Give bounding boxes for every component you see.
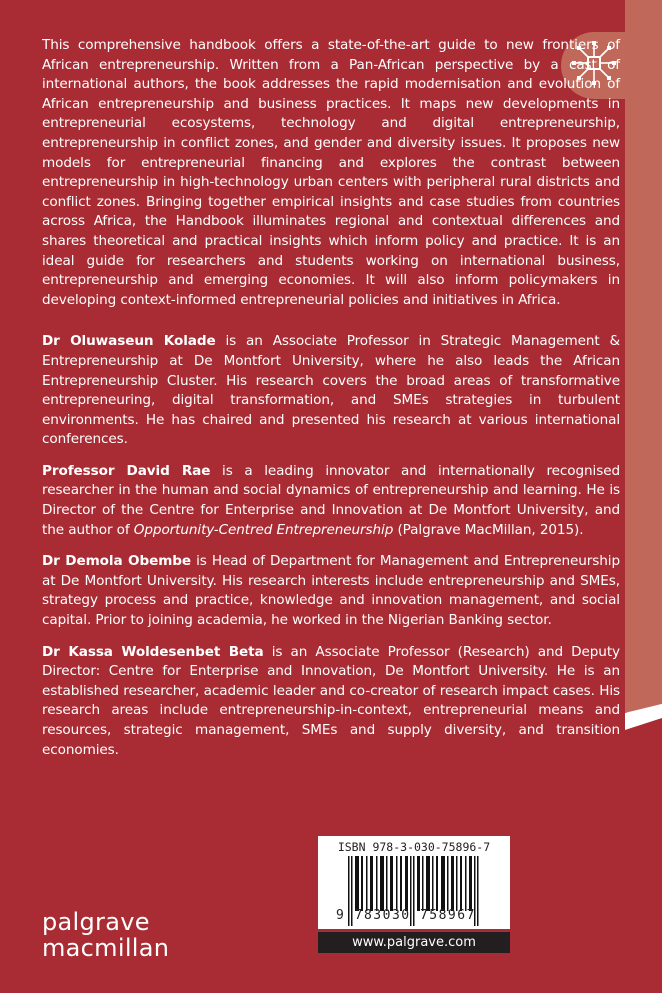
author-bio [42, 643, 620, 761]
author-name: Dr Demola Obembe [42, 553, 192, 570]
author-bio [42, 552, 620, 630]
publisher-logo [42, 909, 169, 961]
bio-text: is an Associate Professor (Research) and Deputy Director: Centre for Enterprise and Innovation, De Montfort University. He is an established researcher, academic leader and co-creator of research impact cases. His research areas include entrepreneurship-in-context, entrepreneurial means and resources, strategic management, SMEs and supply diversity, and transition economies. [42, 643, 620, 758]
author-name: Dr Oluwaseun Kolade [42, 333, 216, 350]
author-name: Professor David Rae [42, 462, 211, 479]
publisher-url: www.palgrave.com [318, 932, 510, 953]
bio-text: is Head of Department for Management and Entrepreneurship at De Montfort University. His research interests include entrepreneurship and SMEs, strategy process and practice, knowledge and innovation management, and social capital. Prior to joining academia, he worked in the Nigerian Banking sector. [42, 553, 620, 629]
author-name: Dr Kassa Woldesenbet Beta [42, 643, 264, 660]
isbn-barcode [318, 836, 510, 929]
logo-line-1: palgrave [42, 908, 150, 936]
book-title: Opportunity-Centred Entrepreneurship [133, 521, 394, 538]
book-description: This comprehensive handbook offers a state-of-the-art guide to new frontiers of African entrepreneurship. Written from a Pan-African perspective by a cast of international authors, the book addresses the rapid modernisation and evolution of African entrepreneurship and business practices. It maps new developments in entrepreneurial ecosystems, technology and digital entrepreneurship, entrepreneurship in conflict zones, and gender and diversity issues. It proposes new models for entrepreneurial financing and explores the contrast between entrepreneurship in high-technology urban centers with peripheral rural districts and conflict zones. Bringing together empirical insights and case studies from countries across Africa, the Handbook illuminates regional and contextual differences and shares theoretical and practical insights which inform policy and practice. It is an ideal guide for researchers and students working on international business, entrepreneurship and emerging economies. It will also inform policymakers in developing context-informed entrepreneurial policies and initiatives in Africa. [42, 37, 620, 308]
back-cover-text [42, 36, 620, 772]
barcode-digits: 9 783030 758967 [336, 908, 476, 923]
author-bio [42, 462, 620, 540]
bio-text: is a leading innovator and internationally recognised researcher in the human and social dynamics of entrepreneurship and learning. He is Director of the Centre for Enterprise and Innovation at De Montfort University, and the author of [42, 462, 620, 538]
logo-line-2: macmillan [42, 934, 170, 962]
bio-text: is an Associate Professor in Strategic Management & Entrepreneurship at De Montfort University, where he also leads the African Entrepreneurship Cluster. His research covers the broad areas of transformative entrepreneuring, digital transformation, and SMEs strategies in turbulent environments. He has chaired and presented his research at various international conferences. [42, 333, 620, 448]
isbn-text: ISBN 978-3-030-75896-7 [337, 840, 491, 854]
author-bio [42, 332, 620, 450]
spine [625, 0, 662, 712]
bio-text: (Palgrave MacMillan, 2015). [393, 521, 584, 538]
